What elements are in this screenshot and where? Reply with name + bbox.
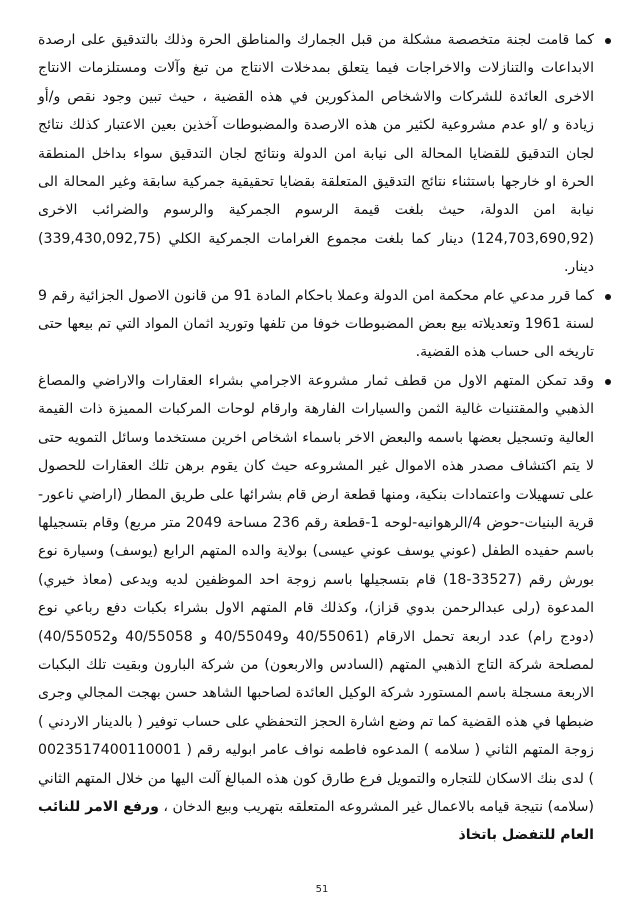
document-page [38,26,614,850]
bullet-icon [605,38,611,44]
paragraph-seized-goods-sale [38,282,614,367]
paragraph-text: وقد تمكن المتهم الاول من قطف ثمار مشروعة الاجرامي بشراء العقارات والاراضي والمصاغ الذهبي والمقتنيات غالية الثمن والسيارات الفارهة وارقام لوحات المركبات المميزة ذات القيمة العالية وتسجيل بعضها باسمه والبعض الاخر باسماء اشخاص اخرين مستخدما وسائل التمويه حتى لا يتم اكتشاف مصدر هذه الاموال غير المشروعه حيث كان يقوم برهن تلك العقارات للحصول على تسهيلات واعتمادات بنكية، ومنها قطعة ارض قام بشرائها على طريق المطار (اراضي ناعور-قرية البنيات-حوض 4/الرهوانيه-لوحه 1-قطعة رقم 236 مساحة 2049 متر مربع) وقام بتسجيلها باسم حفيده الطفل (عوني يوسف عوني عيسى) بولاية والده المتهم الرابع (يوسف) وسيارة نوع بورش رقم (33527-18) قام بتسجيلها باسم زوجة احد الموظفين لديه ويدعى (معاذ خيري) المدعوة (رلى عبدالرحمن بدوي قزاز)، وكذلك قام المتهم الاول بشراء بكبات دفع رباعي نوع (دودج رام) عدد اربعة تحمل الارقام (40/55061 و40/55049 و 40/55058 و40/55052) لمصلحة شركة التاج الذهبي المتهم (السادس والاربعون) من شركة البارون وبقيت تلك البكبات الاربعة مسجلة باسم المستورد شركة الوكيل العائدة لصاحبها الشاهد حسن بهجت المجالي وجرى ضبطها في هذه القضية كما تم وضع اشارة الحجز التحفظي على حساب توفير ( بالدينار الاردني ) زوجة المتهم الثاني ( سلامه ) المدعوه فاطمه نواف عامر ابوليه رقم ( 0023517400110001 ) لدى بنك الاسكان للتجاره والتمويل فرع طارق كون هذه المبالغ آلت اليها من خلال المتهم الثاني (سلامه) نتيجة قيامه بالاعمال غير المشروعه المتعلقه بتهريب وبيع الدخان ، [38,372,594,815]
page-number: 51 [315,884,329,895]
paragraph-asset-purchases [38,367,614,850]
bullet-icon [605,294,611,300]
paragraph-bold-tail: ورفع الامر للنائب العام للتفضل باتخاذ [38,798,594,844]
paragraph-text: كما قرر مدعي عام محكمة امن الدولة وعملا باحكام المادة 91 من قانون الاصول الجزائية رقم 9 لسنة 1961 وتعديلاته بيع بعض المضبوطات خوفا من تلفها وتوريد اثمان المواد التي تم بيعها حتى تاريخه الى حساب هذه القضية. [38,287,594,361]
paragraph-customs-audit [38,26,614,282]
paragraph-text: كما قامت لجنة متخصصة مشكلة من قبل الجمارك والمناطق الحرة وذلك بالتدقيق على ارصدة الابداعات والتنازلات والاخراجات فيما يتعلق بمدخلات الانتاج من تبغ وآلات ومستلزمات الانتاج الاخرى العائدة للشركات والاشخاص المذكورين في هذه القضية ، حيث تبين وجود نقص و/أو زيادة و /او عدم مشروعية لكثير من هذه الارصدة والمضبوطات آخذين بعين الاعتبار كذلك نتائج لجان التدقيق للقضايا المحالة الى نيابة امن الدولة ونتائج لجان التدقيق سواء بداخل المنطقة الحرة او خارجها باستثناء نتائج التدقيق المتعلقة بقضايا تحقيقية جمركية سابقة وغير المحالة الى نيابة امن الدولة، حيث بلغت قيمة الرسوم الجمركية والرسوم والضرائب الاخرى (124,703,690,92) دينار كما بلغت مجموع الغرامات الجمركية الكلي (339,430,092,75) دينار. [38,32,594,276]
bullet-icon [605,379,611,385]
